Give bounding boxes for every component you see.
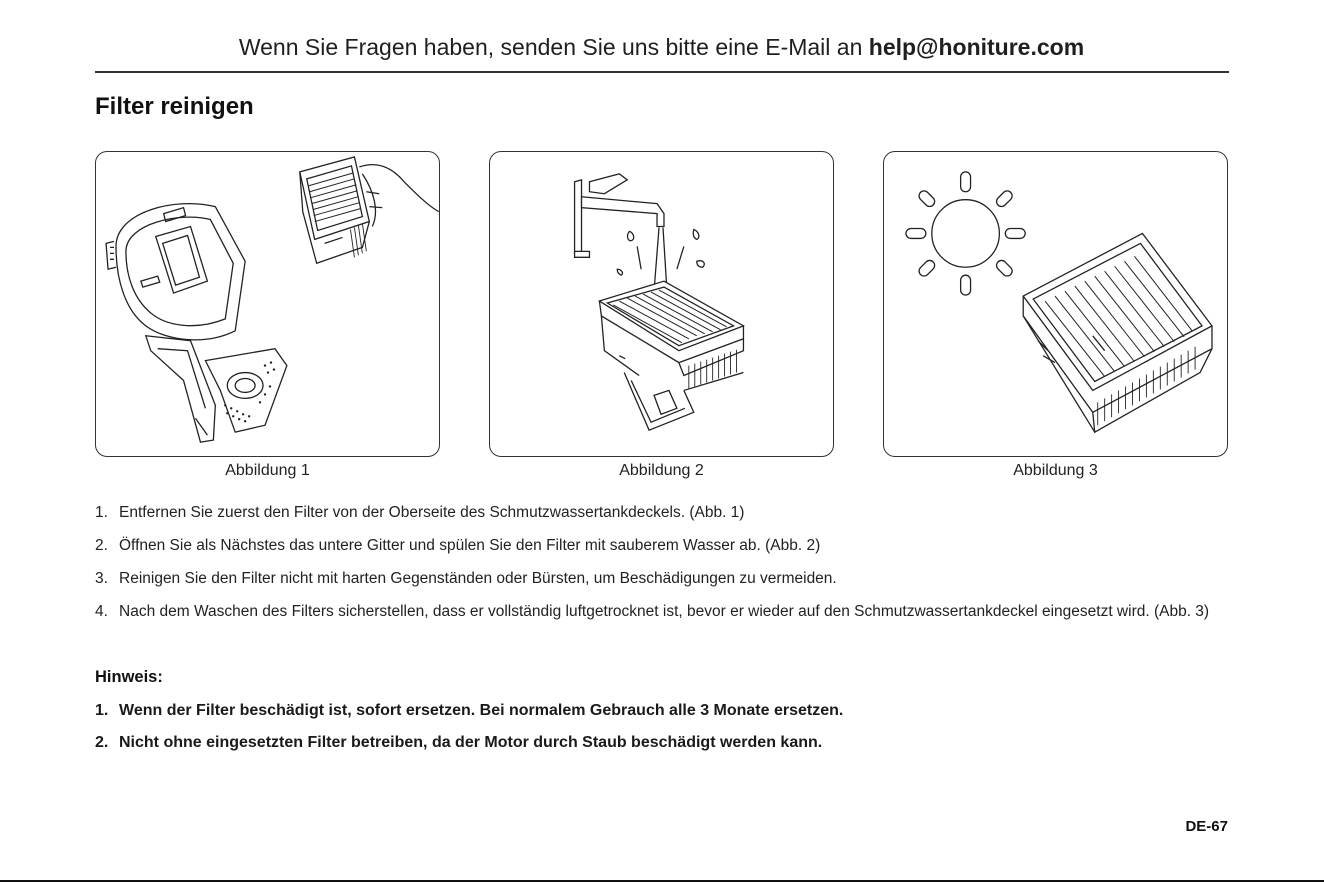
figure-2-rinse-filter-illustration [489, 151, 834, 457]
list-item [95, 502, 1229, 523]
list-item [95, 601, 1229, 622]
section-title: Filter reinigen [95, 93, 254, 120]
notes-list [95, 700, 1229, 764]
header-text: Wenn Sie Fragen haben, senden Sie uns bitte eine E-Mail an [238, 34, 863, 60]
step-text: Öffnen Sie als Nächstes das untere Gitter und spülen Sie den Filter mit sauberem Wasser ab. (Abb. 2) [119, 537, 821, 554]
step-text: Entfernen Sie zuerst den Filter von der Oberseite des Schmutzwassertankdeckels. (Abb. 1) [119, 504, 745, 521]
note-text: Nicht ohne eingesetzten Filter betreiben, da der Motor durch Staub beschädigt werden kann. [119, 734, 823, 751]
sun-icon [906, 172, 1025, 295]
step-text: Reinigen Sie den Filter nicht mit harten Gegenständen oder Bürsten, um Beschädigungen zu vermeiden. [119, 570, 837, 587]
cleaning-steps-list [95, 502, 1229, 634]
page-number: DE-67 [1185, 818, 1228, 835]
step-number: 4. [95, 603, 108, 620]
note-number: 1. [95, 702, 109, 719]
page-header [95, 30, 1228, 64]
list-item [95, 535, 1229, 556]
list-item [95, 568, 1229, 589]
step-number: 2. [95, 537, 108, 554]
note-heading: Hinweis: [95, 668, 163, 686]
figure-3-caption: Abbildung 3 [1013, 462, 1098, 479]
figure-1-remove-filter-illustration [95, 151, 440, 457]
step-number: 3. [95, 570, 108, 587]
step-text: Nach dem Waschen des Filters sicherstellen, dass er vollständig luftgetrocknet ist, bevor er wieder auf den Schmutzwassertankdeckel eingesetzt wird. (Abb. 3) [119, 603, 1210, 620]
note-number: 2. [95, 734, 109, 751]
figure-3-air-dry-illustration [883, 151, 1228, 457]
note-text: Wenn der Filter beschädigt ist, sofort ersetzen. Bei normalem Gebrauch alle 3 Monate ersetzen. [119, 702, 844, 719]
list-item [95, 732, 1229, 754]
list-item [95, 700, 1229, 722]
support-email-link[interactable]: help@honiture.com [868, 34, 1085, 60]
footer-divider [0, 880, 1324, 882]
figure-2-caption: Abbildung 2 [619, 462, 704, 479]
figure-1-caption: Abbildung 1 [225, 462, 310, 479]
header-divider [95, 71, 1229, 73]
step-number: 1. [95, 504, 108, 521]
